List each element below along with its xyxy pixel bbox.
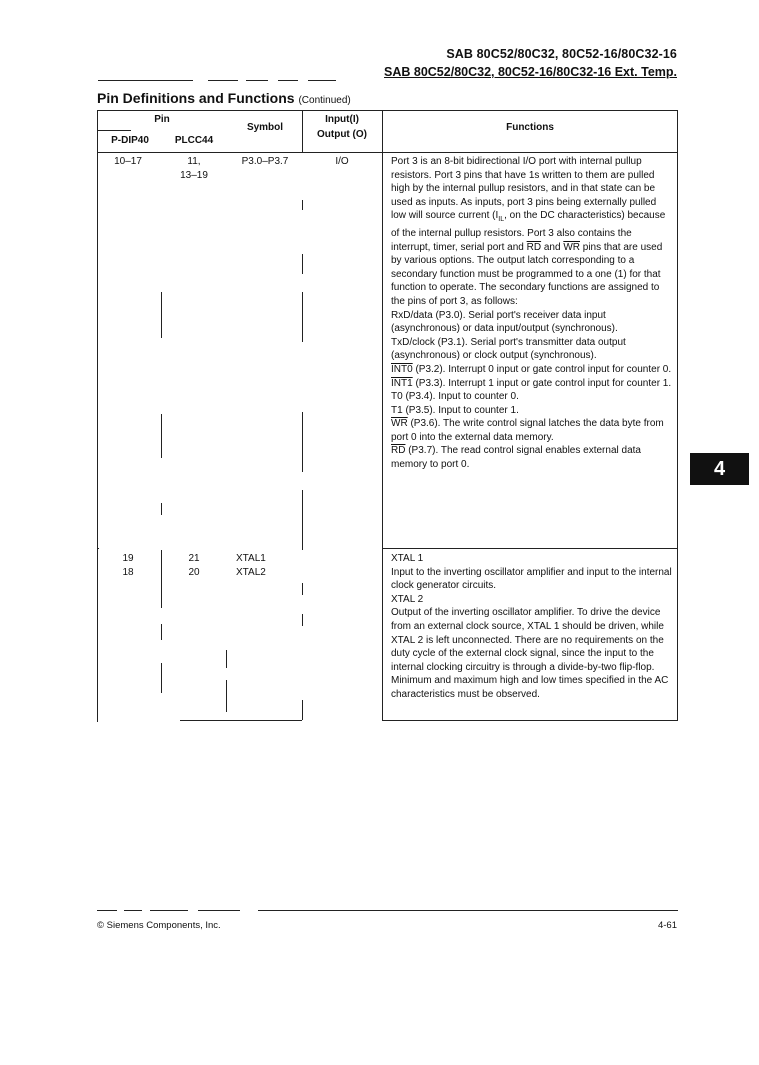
row2-functions xyxy=(391,552,673,702)
column-divider xyxy=(382,110,383,721)
footer-rule xyxy=(258,910,678,911)
function-item: INT1 (P3.3). Interrupt 1 input or gate control input for counter 1. xyxy=(391,377,672,389)
row1-plcc-line2: 13–19 xyxy=(180,170,208,181)
row2-symbol-xtal1: XTAL1 xyxy=(236,553,266,564)
xtal2-description: Output of the inverting oscillator amplifier. To drive the device from an external clock source, XTAL 1 should be driven, while XTAL 2 is left unconnected. There are no requirements on the duty cycle of the external clock signal, since the input to the internal clocking circuitry is through a divide-by-two flip-flop. Minimum and maximum high and low times specified in the AC characteristics must be observed. xyxy=(391,607,669,700)
header-functions: Functions xyxy=(506,122,554,133)
port3-description: Port 3 is an 8-bit bidirectional I/O port with internal pullup resistors. Port 3 pins that have 1s written to them are pulled high by the internal pullup resistors, and in that state can be used as inputs. As inputs, port 3 pins being externally pulled low will source current ($I_{IL}$, on the DC characteristics) because of the internal pullup resistors. Port 3 also contains the interrupt, timer, serial port and $\overline{RD}$ and $\overline{WR}$ pins that are used by various options. The output latch corresponding to a secondary function must be programmed to a one (1) for that function to operate. The secondary functions are assigned to the pins of port 3, as follows: xyxy=(391,156,666,307)
column-fragment xyxy=(226,680,227,712)
header-io-line2: Output (O) xyxy=(317,129,367,140)
column-fragment xyxy=(302,614,303,626)
column-fragment xyxy=(302,700,303,720)
header-rule xyxy=(308,80,336,81)
pin-header-rule xyxy=(97,130,131,131)
footer-rule xyxy=(150,910,188,911)
column-fragment xyxy=(302,490,303,550)
column-fragment xyxy=(302,412,303,472)
header-io-line1: Input(I) xyxy=(325,114,359,125)
row2-pdip-xtal2: 18 xyxy=(122,567,134,578)
xtal2-title: XTAL 2 xyxy=(391,593,424,605)
column-fragment xyxy=(161,550,162,608)
header-rule xyxy=(98,80,193,81)
table-right-border xyxy=(677,110,678,721)
footer-page-number: 4-61 xyxy=(657,920,677,931)
row2-plcc-xtal1: 21 xyxy=(188,553,200,564)
column-fragment xyxy=(302,200,303,210)
footer-rule xyxy=(97,910,117,911)
xtal1-description: Input to the inverting oscillator amplifier and input to the internal clock generator circuits. xyxy=(391,566,672,592)
row2-symbol-xtal2: XTAL2 xyxy=(236,567,266,578)
function-item: T0 (P3.4). Input to counter 0. xyxy=(391,391,519,403)
column-fragment xyxy=(161,624,162,640)
function-item: T1 (P3.5). Input to counter 1. xyxy=(391,404,519,416)
header-pdip: P-DIP40 xyxy=(111,135,149,146)
column-fragment xyxy=(161,414,162,458)
column-fragment xyxy=(161,663,162,693)
document-title-line1: SAB 80C52/80C32, 80C52-16/80C32-16 xyxy=(446,47,677,61)
column-fragment xyxy=(161,292,162,338)
header-rule xyxy=(208,80,238,81)
table-top-border xyxy=(97,110,678,111)
function-item: INT0 (P3.2). Interrupt 0 input or gate control input for counter 0. xyxy=(391,363,672,375)
footer-rule xyxy=(124,910,142,911)
section-title: Pin Definitions and Functions xyxy=(97,90,295,106)
function-item: TxD/clock (P3.1). Serial port's transmitter data output (asynchronous) or clock output (synchronous). xyxy=(391,336,626,362)
section-continued: (Continued) xyxy=(298,95,351,106)
document-title-line2: SAB 80C52/80C32, 80C52-16/80C32-16 Ext. Temp. xyxy=(384,65,677,79)
chapter-tab: 4 xyxy=(690,453,749,485)
header-plcc: PLCC44 xyxy=(174,135,214,146)
table-bottom-border xyxy=(382,720,678,721)
column-divider xyxy=(302,110,303,153)
table-header-border xyxy=(97,152,678,153)
column-fragment xyxy=(302,292,303,342)
row2-pdip-xtal1: 19 xyxy=(122,553,134,564)
row-divider xyxy=(382,548,678,549)
header-symbol: Symbol xyxy=(246,122,284,133)
header-rule xyxy=(278,80,298,81)
footer-rule xyxy=(198,910,240,911)
function-item: $\overline{RD}$ (P3.7). The read control signal enables external data memory to port 0. xyxy=(391,445,641,471)
column-fragment xyxy=(302,254,303,274)
function-item: $\overline{WR}$ (P3.6). The write control signal latches the data byte from port 0 into the external data memory. xyxy=(391,418,664,443)
row1-io: I/O xyxy=(335,156,349,167)
column-fragment xyxy=(302,583,303,595)
column-fragment xyxy=(161,503,162,515)
row1-plcc-line1: 11, xyxy=(187,156,201,167)
footer-copyright: © Siemens Components, Inc. xyxy=(97,920,221,931)
section-heading xyxy=(97,90,351,106)
header-rule xyxy=(246,80,268,81)
row2-plcc-xtal2: 20 xyxy=(188,567,200,578)
column-fragment xyxy=(226,650,227,668)
row1-functions xyxy=(391,155,673,472)
table-bottom-border xyxy=(180,720,302,721)
xtal1-title: XTAL 1 xyxy=(391,553,424,564)
row1-pdip: 10–17 xyxy=(114,156,142,167)
row1-symbol: P3.0–P3.7 xyxy=(241,156,289,167)
header-pin: Pin xyxy=(154,114,170,125)
table-left-border xyxy=(97,110,98,722)
function-item: RxD/data (P3.0). Serial port's receiver data input (asynchronous) or data input/output (synchronous). xyxy=(391,309,618,335)
